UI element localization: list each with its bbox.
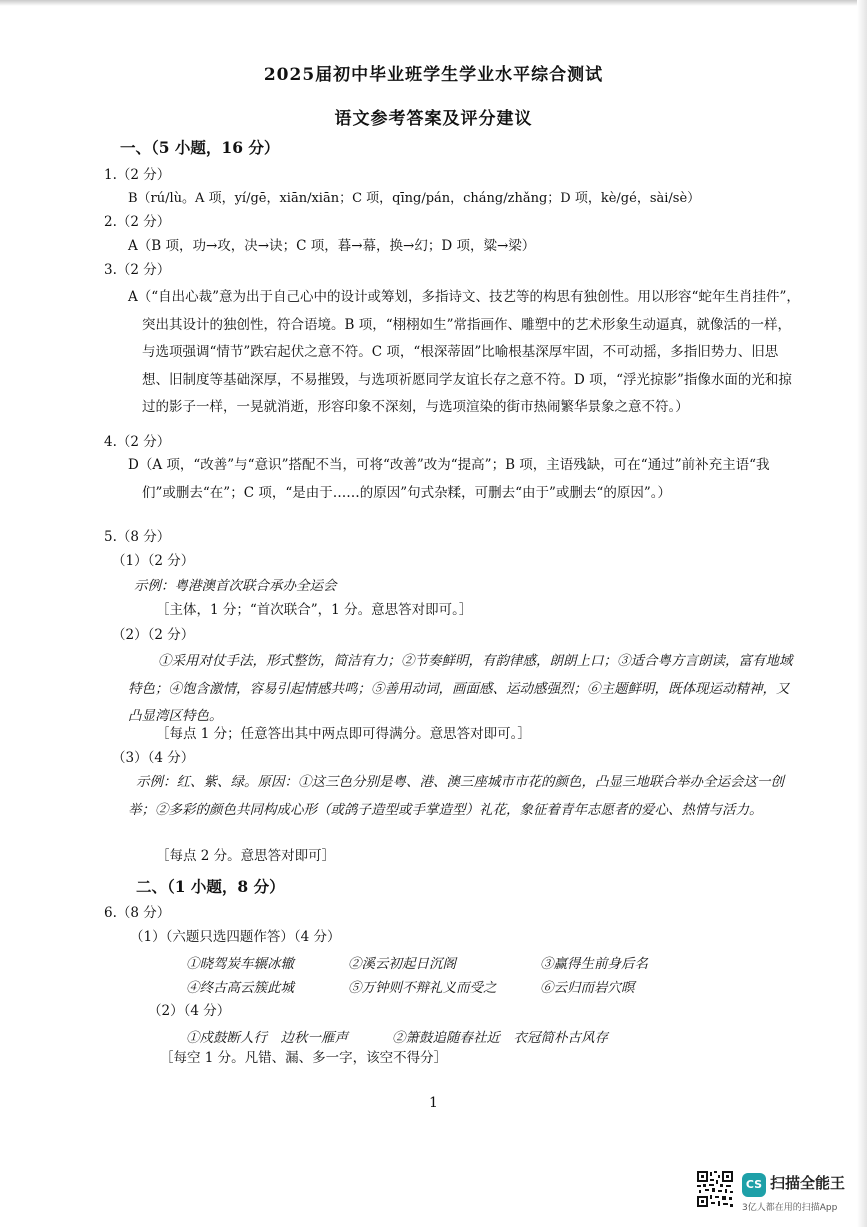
q2-answer: A（B 项，功→攻，决→诀；C 项，暮→幕，换→幻；D 项，粱→梁） bbox=[128, 238, 536, 254]
q1-number: 1.（2 分） bbox=[104, 167, 171, 183]
dictation-item: ⑥云归而岩穴暝 bbox=[540, 980, 635, 996]
q1-answer: B（rú/lù。A 项，yí/gē，xiān/xiān；C 项，qīng/pán，cháng/zhǎng；D 项，kè/gé，sài/sè） bbox=[128, 191, 701, 206]
scan-edge-right bbox=[857, 0, 867, 1227]
dictation-item: ③赢得生前身后名 bbox=[540, 956, 648, 972]
q6-part1-number: （1）（六题只选四题作答）（4 分） bbox=[130, 929, 341, 945]
q5-part1-example: 示例：粤港澳首次联合承办全运会 bbox=[134, 578, 337, 594]
dictation-item: ②溪云初起日沉阁 bbox=[348, 956, 456, 972]
scan-edge-top bbox=[0, 0, 867, 6]
section-1-heading: 一、（5 小题，16 分） bbox=[120, 138, 280, 157]
q3-answer bbox=[128, 284, 800, 422]
q5-part2-answer: ①采用对仗手法，形式整饬，简洁有力；②节奏鲜明，有韵律感，朗朗上口；③适合粤方言朗读，富有地域特色；④饱含激情，容易引起情感共鸣；⑤善用动词，画面感、运动感强烈；⑥主题鲜明，既体现运动精神，又凸显湾区特色。 bbox=[128, 653, 793, 724]
q3-answer-text: A（“自出心裁”意为出于自己心中的设计或筹划，多指诗文、技艺等的构思有独创性。用以形容“蛇年生肖挂件”，突出其设计的独创性，符合语境。B 项，“栩栩如生”常指画作、雕塑中的艺术形象生动逼真，就像活的一样，与选项强调“情节”跌宕起伏之意不符。C 项，“根深蒂固”比喻根基深厚牢固，不可动摇，多指旧势力、旧思想、旧制度等基础深厚，不易摧毁，与选项祈愿同学友谊长存之意不符。D 项，“浮光掠影”指像水面的光和掠过的影子一样，一晃就消逝，形容印象不深刻，与选项渲染的街市热闹繁华景象之意不符。） bbox=[128, 289, 800, 415]
section-2-heading: 二、（1 小题，8 分） bbox=[136, 877, 285, 896]
exam-title: 2025届初中毕业班学生学业水平综合测试 bbox=[263, 65, 604, 85]
q5-part1-number: （1）（2 分） bbox=[112, 553, 195, 569]
dictation-item: ④终古高云簇此城 bbox=[186, 980, 294, 996]
dictation-item: ①晓驾炭车辗冰辙 bbox=[186, 956, 294, 972]
q5-part3-scoring: ［每点 2 分。意思答对即可］ bbox=[156, 848, 336, 864]
q2-number: 2.（2 分） bbox=[104, 214, 171, 230]
q5-part3-number: （3）（4 分） bbox=[112, 750, 195, 766]
q4-answer-text: D（A 项，“改善”与“意识”搭配不当，可将“改善”改为“提高”；B 项，主语残缺，可在“通过”前补充主语“我们”或删去“在”；C 项，“是由于……的原因”句式杂糅，可删去“由于”或删去“的原因”。） bbox=[128, 457, 770, 501]
q5-part2-scoring: ［每点 1 分；任意答出其中两点即可得满分。意思答对即可。］ bbox=[156, 726, 531, 742]
page-number: 1 bbox=[429, 1095, 438, 1111]
q5-part2-number: （2）（2 分） bbox=[112, 627, 195, 643]
qr-code-icon bbox=[696, 1170, 734, 1208]
q6-part2-number: （2）（4 分） bbox=[148, 1003, 231, 1019]
camscanner-tagline: 3亿人都在用的扫描App bbox=[742, 1203, 838, 1213]
q4-answer bbox=[128, 452, 800, 507]
q5-part1-scoring: ［主体，1 分；“首次联合”，1 分。意思答对即可。］ bbox=[156, 602, 473, 618]
dictation-item: ②箫鼓追随春社近 衣冠简朴古风存 bbox=[392, 1030, 608, 1046]
q6-part2-scoring: ［每空 1 分。凡错、漏、多一字，该空不得分］ bbox=[160, 1050, 448, 1066]
dictation-item: ⑤万钟则不辩礼义而受之 bbox=[348, 980, 497, 996]
q4-number: 4.（2 分） bbox=[104, 434, 171, 450]
q5-part3-answer: 示例：红、紫、绿。原因：①这三色分别是粤、港、澳三座城市市花的颜色，凸显三地联合举办全运会这一创举；②多彩的颜色共同构成心形（或鸽子造型或手掌造型）礼花，象征着青年志愿者的爱心、热情与活力。 bbox=[128, 774, 784, 818]
camscanner-logo-icon: CS bbox=[742, 1173, 766, 1197]
dictation-item: ①戍鼓断人行 边秋一雁声 bbox=[186, 1030, 348, 1046]
camscanner-app-name: 扫描全能王 bbox=[770, 1174, 846, 1192]
q6-number: 6.（8 分） bbox=[104, 905, 171, 921]
answer-key-title: 语文参考答案及评分建议 bbox=[334, 109, 533, 129]
q5-number: 5.（8 分） bbox=[104, 529, 171, 545]
q3-number: 3.（2 分） bbox=[104, 262, 171, 278]
